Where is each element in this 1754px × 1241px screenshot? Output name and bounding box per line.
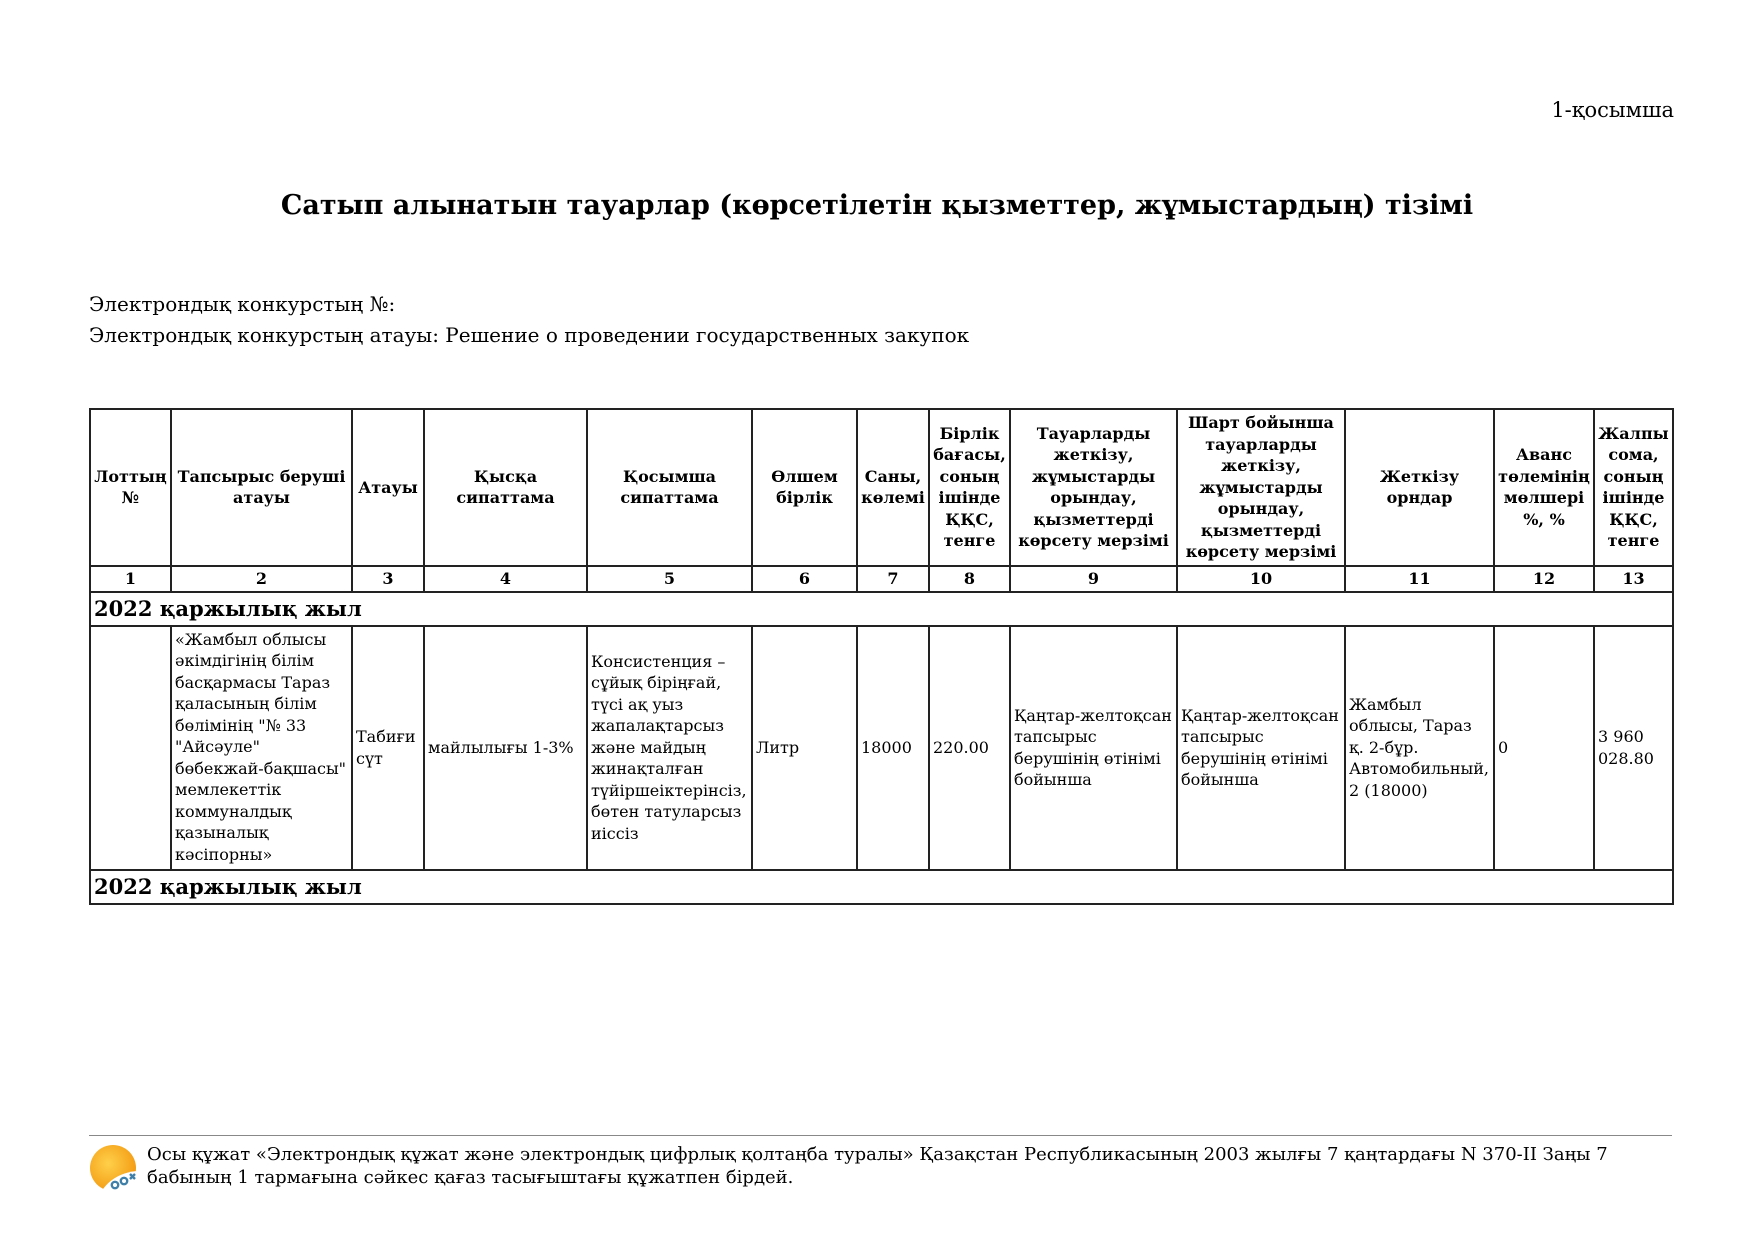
document-title: Сатып алынатын тауарлар (көрсетілетін қызметтер, жұмыстардың) тізімі: [280, 190, 1474, 221]
column-number-row: [90, 566, 1673, 592]
header-cell: Саны, көлемі: [857, 409, 929, 566]
cell-extra-desc: Консистенция – сұйық біріңғай, түсі ақ уыз жапалақтарсыз және майдың жинақталған түйіршеіктерінсіз, бөтен татуларсыз иіссіз: [587, 626, 752, 870]
column-number: 1: [90, 566, 171, 592]
header-cell: Аванс төлемінің мөлшері %, %: [1494, 409, 1594, 566]
contest-name: Электрондық конкурстың атауы: Решение о проведении государственных закупок: [89, 323, 970, 347]
header-cell: Тауарларды жеткізу, жұмыстарды орындау, қызметтерді көрсету мерзімі: [1010, 409, 1177, 566]
cell-contract-term: Қаңтар-желтоқсан тапсырыс берушінің өтінімі бойынша: [1177, 626, 1345, 870]
header-cell: Лоттың №: [90, 409, 171, 566]
header-cell: Қосымша сипаттама: [587, 409, 752, 566]
header-cell: Шарт бойынша тауарларды жеткізу, жұмыстарды орындау, қызметтерді көрсету мерзімі: [1177, 409, 1345, 566]
header-cell: Бірлік бағасы, соның ішінде ҚҚС, тенге: [929, 409, 1010, 566]
lots-table: [89, 408, 1674, 905]
column-number: 4: [424, 566, 587, 592]
header-cell: Атауы: [352, 409, 424, 566]
column-number: 2: [171, 566, 352, 592]
header-cell: Өлшем бірлік: [752, 409, 857, 566]
cell-term: Қаңтар-желтоқсан тапсырыс берушінің өтінімі бойынша: [1010, 626, 1177, 870]
column-number: 3: [352, 566, 424, 592]
cell-customer: «Жамбыл облысы әкімдігінің білім басқармасы Тараз қаласының білім бөлімінің "№ 33 "Айсәуле" бөбекжай-бақшасы" мемлекеттік коммуналдық қазыналық кәсіпорны»: [171, 626, 352, 870]
contest-meta: [89, 289, 969, 351]
year-row: [90, 592, 1673, 626]
cell-total: 3 960 028.80: [1594, 626, 1673, 870]
column-number: 10: [1177, 566, 1345, 592]
header-cell: Тапсырыс беруші атауы: [171, 409, 352, 566]
cell-qty: 18000: [857, 626, 929, 870]
cell-unit: Литр: [752, 626, 857, 870]
header-cell: Жеткізу орндар: [1345, 409, 1494, 566]
cell-name: Табиғи сүт: [352, 626, 424, 870]
cell-advance: 0: [1494, 626, 1594, 870]
year-label: 2022 қаржылық жыл: [90, 870, 1673, 904]
header-cell: Қысқа сипаттама: [424, 409, 587, 566]
column-number: 7: [857, 566, 929, 592]
annex-label: 1-қосымша: [1551, 98, 1674, 122]
column-number: 8: [929, 566, 1010, 592]
legal-footer: [89, 1135, 1672, 1195]
year-row: [90, 870, 1673, 904]
column-number: 12: [1494, 566, 1594, 592]
column-number: 9: [1010, 566, 1177, 592]
column-number: 5: [587, 566, 752, 592]
table-row: [90, 626, 1673, 870]
column-number: 11: [1345, 566, 1494, 592]
cell-price: 220.00: [929, 626, 1010, 870]
cell-short-desc: майлылығы 1-3%: [424, 626, 587, 870]
footer-text: Осы құжат «Электрондық құжат және электрондық цифрлық қолтаңба туралы» Қазақстан Республикасының 2003 жылғы 7 қаңтардағы N 370-ІІ Заңы 7 бабының 1 тармағына сәйкес қағаз тасығыштағы құжатпен бірдей.: [147, 1144, 1608, 1188]
column-number: 6: [752, 566, 857, 592]
year-label: 2022 қаржылық жыл: [90, 592, 1673, 626]
egov-sun-logo-icon: [89, 1143, 139, 1195]
table-header-row: [90, 409, 1673, 566]
header-cell: Жалпы сома, соның ішінде ҚҚС, тенге: [1594, 409, 1673, 566]
cell-delivery-place: Жамбыл облысы, Тараз қ. 2-бұр. Автомобильный, 2 (18000): [1345, 626, 1494, 870]
cell-lot-no: [90, 626, 171, 870]
column-number: 13: [1594, 566, 1673, 592]
contest-number: Электрондық конкурстың №:: [89, 292, 396, 316]
